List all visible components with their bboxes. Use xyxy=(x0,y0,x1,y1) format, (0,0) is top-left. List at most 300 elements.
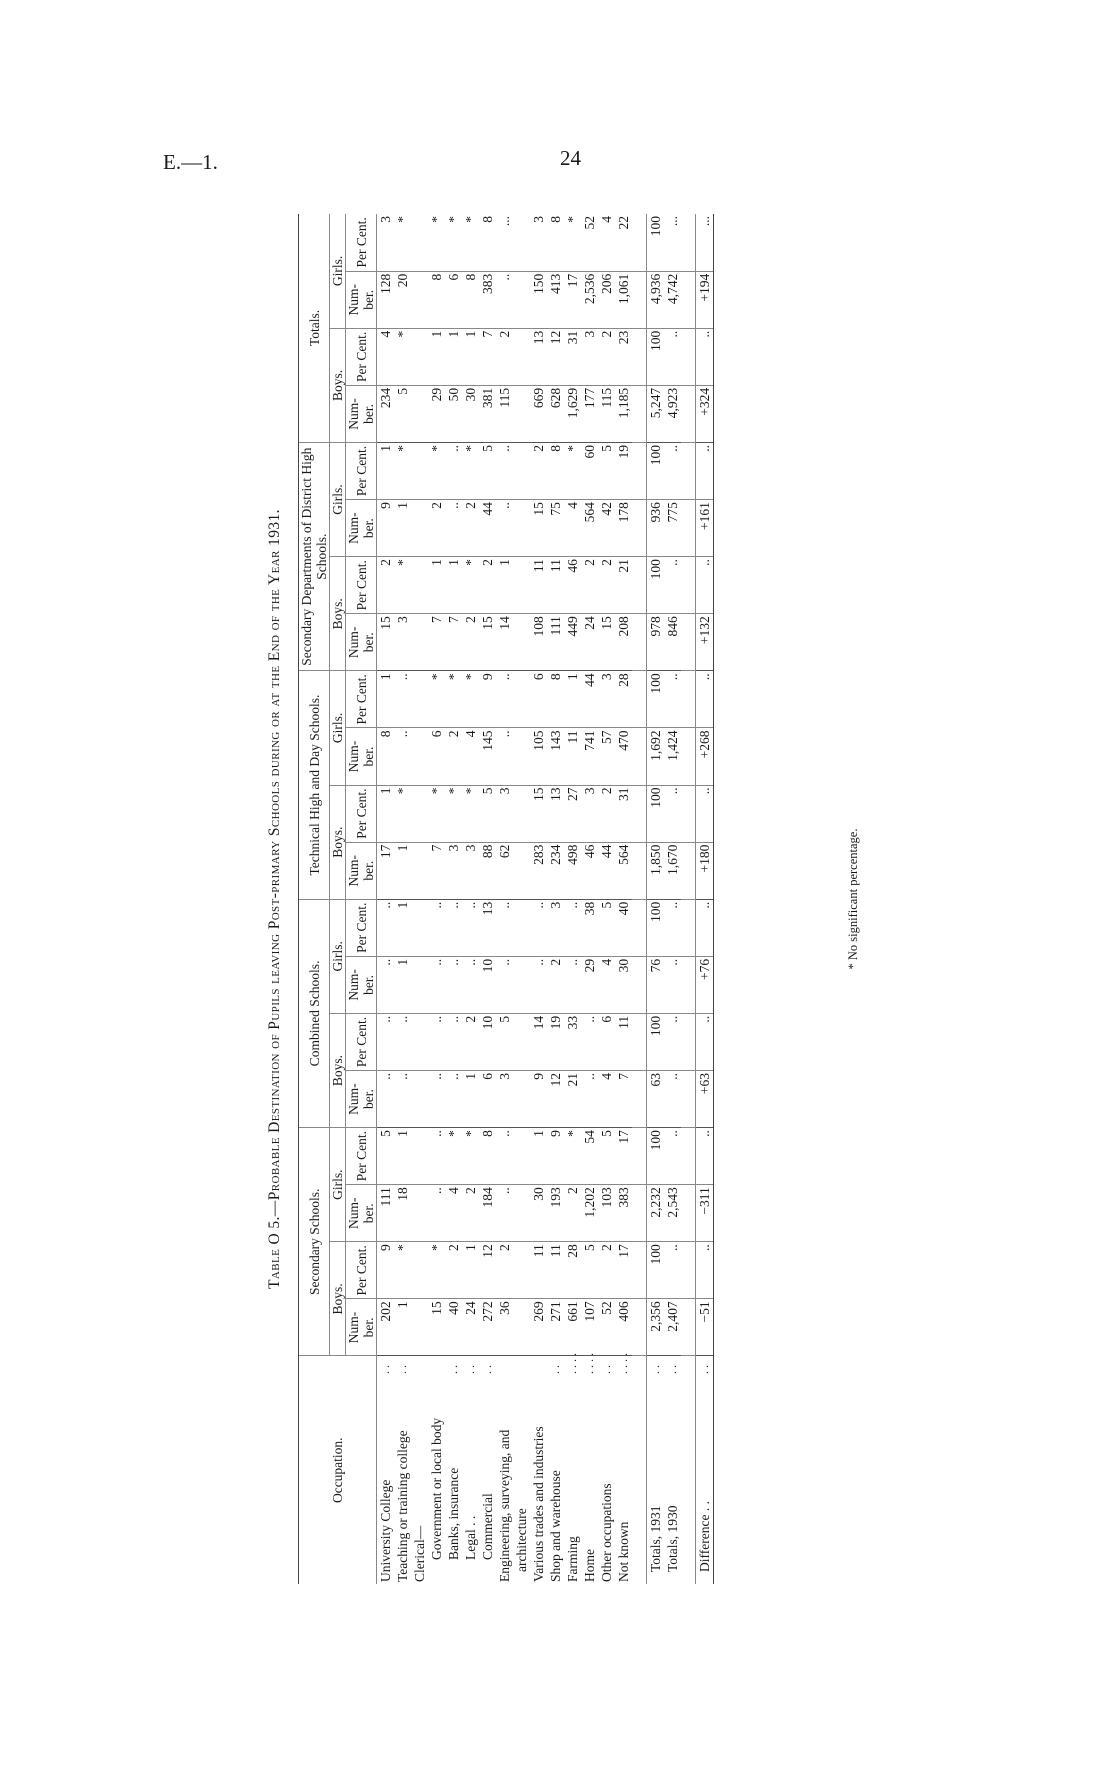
row-label: Home xyxy=(582,1549,597,1582)
table-cell: 111 xyxy=(377,1185,395,1242)
row-label: Difference . . xyxy=(696,1376,714,1584)
table-cell: 6 xyxy=(479,1071,496,1128)
table-cell: .. xyxy=(377,1071,395,1128)
table-cell: 3 xyxy=(598,671,615,728)
table-cell: 1 xyxy=(394,842,411,899)
table-cell: +180 xyxy=(696,842,714,899)
table-cell: 12 xyxy=(547,1071,564,1128)
table-cell: 28 xyxy=(615,671,632,728)
header-boys: Boys. xyxy=(330,557,346,671)
table-cell: 1,670 xyxy=(664,842,681,899)
table-cell: 846 xyxy=(664,614,681,671)
row-leader-dots: . . xyxy=(647,1356,665,1376)
table-cell: 17 xyxy=(564,271,581,328)
table-title xyxy=(266,214,284,1584)
table-cell: .. xyxy=(696,1128,714,1185)
table-cell xyxy=(411,271,428,328)
table-cell: .. xyxy=(496,271,513,328)
table-cell: .. xyxy=(696,1013,714,1070)
table-cell: 3 xyxy=(496,785,513,842)
table-cell xyxy=(411,500,428,557)
table-cell: 178 xyxy=(615,500,632,557)
table-cell: 145 xyxy=(479,728,496,785)
table-cell: 1 xyxy=(462,1071,479,1128)
table-cell: 7 xyxy=(445,614,462,671)
table-rotated-container xyxy=(266,214,876,1584)
header-occupation: Occupation. xyxy=(299,1356,377,1584)
table-cell: 11 xyxy=(530,557,547,614)
table-cell: 9 xyxy=(530,1071,547,1128)
table-cell: .. xyxy=(496,1185,513,1242)
table-cell: 8 xyxy=(428,271,445,328)
table-cell: * xyxy=(462,1128,479,1185)
table-cell: 1 xyxy=(377,785,395,842)
table-row xyxy=(530,214,547,1584)
table-cell: 42 xyxy=(598,500,615,557)
table-cell: 1,424 xyxy=(664,728,681,785)
table-cell: .. xyxy=(581,1013,598,1070)
table-cell xyxy=(513,1299,530,1356)
table-cell: 111 xyxy=(547,614,564,671)
table-cell: 1 xyxy=(496,557,513,614)
table-cell: 2 xyxy=(598,1242,615,1299)
table-cell: 88 xyxy=(479,842,496,899)
table-row xyxy=(479,214,496,1584)
table-cell: 17 xyxy=(615,1128,632,1185)
table-cell: 100 xyxy=(647,442,665,499)
table-row xyxy=(696,214,714,1584)
table-cell: 1 xyxy=(428,328,445,385)
table-cell: 4 xyxy=(598,1071,615,1128)
table-cell: 100 xyxy=(647,1242,665,1299)
table-cell xyxy=(513,214,530,271)
row-label: Shop and warehouse xyxy=(548,1470,563,1582)
table-cell: 5 xyxy=(377,1128,395,1185)
table-cell: 383 xyxy=(615,1185,632,1242)
table-cell xyxy=(513,385,530,442)
table-cell: 1 xyxy=(377,442,395,499)
table-cell: 4 xyxy=(445,1185,462,1242)
table-cell: .. xyxy=(445,1071,462,1128)
table-cell: 206 xyxy=(598,271,615,328)
table-cell: 3 xyxy=(496,1071,513,1128)
table-cell: 1 xyxy=(394,500,411,557)
table-cell: 5 xyxy=(598,442,615,499)
header-percent: Per Cent. xyxy=(346,1013,377,1070)
table-cell: +324 xyxy=(696,385,714,442)
table-cell xyxy=(513,842,530,899)
table-cell xyxy=(513,271,530,328)
table-row xyxy=(598,214,615,1584)
table-cell: .. xyxy=(496,1128,513,1185)
table-cell: .. xyxy=(394,1013,411,1070)
table-cell: * xyxy=(394,557,411,614)
table-cell: .. xyxy=(377,956,395,1013)
page-header-code: E.—1. xyxy=(163,150,218,174)
table-cell: * xyxy=(394,214,411,271)
table-cell: .. xyxy=(696,785,714,842)
row-leader-dots: . . xyxy=(548,1365,562,1374)
header-percent: Per Cent. xyxy=(346,442,377,499)
table-cell: 6 xyxy=(598,1013,615,1070)
spacer-row xyxy=(681,214,696,1584)
table-cell: 6 xyxy=(530,671,547,728)
row-leader-dots xyxy=(496,1356,513,1376)
table-row xyxy=(394,214,411,1584)
table-cell: 8 xyxy=(547,671,564,728)
table-cell: 15 xyxy=(428,1299,445,1356)
table-cell: 15 xyxy=(479,614,496,671)
table-cell xyxy=(513,557,530,614)
table-cell xyxy=(513,728,530,785)
table-cell: * xyxy=(394,785,411,842)
table-cell: 3 xyxy=(530,214,547,271)
table-cell: .. xyxy=(496,728,513,785)
table-cell: 13 xyxy=(530,328,547,385)
table-cell: .. xyxy=(664,1128,681,1185)
table-cell: 36 xyxy=(496,1299,513,1356)
table-cell: 44 xyxy=(581,671,598,728)
table-cell: .. xyxy=(377,1013,395,1070)
table-cell: 449 xyxy=(564,614,581,671)
table-cell: 4,936 xyxy=(647,271,665,328)
table-cell: 775 xyxy=(664,500,681,557)
row-label: Various trades and industries xyxy=(531,1426,546,1582)
table-cell: 1 xyxy=(394,956,411,1013)
table-cell: 2 xyxy=(547,956,564,1013)
table-cell: 669 xyxy=(530,385,547,442)
table-cell: 11 xyxy=(547,557,564,614)
row-leader-dots xyxy=(513,1356,530,1376)
table-cell: 6 xyxy=(445,271,462,328)
table-cell: 17 xyxy=(615,1242,632,1299)
table-cell xyxy=(513,899,530,956)
table-cell: 100 xyxy=(647,899,665,956)
table-cell: * xyxy=(445,1128,462,1185)
table-cell: 2 xyxy=(564,1185,581,1242)
table-cell: 9 xyxy=(377,1242,395,1299)
table-cell: 5 xyxy=(598,899,615,956)
row-label: Totals, 1930 xyxy=(665,1505,680,1572)
table-cell: 628 xyxy=(547,385,564,442)
table-cell: 8 xyxy=(547,214,564,271)
table-cell: +132 xyxy=(696,614,714,671)
row-leader-dots xyxy=(411,1356,428,1376)
table-cell: 23 xyxy=(615,328,632,385)
table-cell: 564 xyxy=(615,842,632,899)
table-cell: 100 xyxy=(647,328,665,385)
table-cell: 8 xyxy=(547,442,564,499)
table-cell: 269 xyxy=(530,1299,547,1356)
table-row xyxy=(647,214,665,1584)
table-cell: .. xyxy=(564,899,581,956)
table-cell: 10 xyxy=(479,1013,496,1070)
table-cell: 1,202 xyxy=(581,1185,598,1242)
table-cell: .. xyxy=(445,442,462,499)
table-cell: 2 xyxy=(377,557,395,614)
table-row xyxy=(547,214,564,1584)
table-cell xyxy=(411,728,428,785)
table-cell: 413 xyxy=(547,271,564,328)
table-cell: .. xyxy=(394,728,411,785)
table-row xyxy=(581,214,598,1584)
header-percent: Per Cent. xyxy=(346,557,377,614)
table-cell xyxy=(411,899,428,956)
table-cell: 108 xyxy=(530,614,547,671)
table-cell: 7 xyxy=(479,328,496,385)
table-cell xyxy=(411,842,428,899)
table-cell: 100 xyxy=(647,671,665,728)
table-cell: 9 xyxy=(479,671,496,728)
header-percent: Per Cent. xyxy=(346,214,377,271)
table-cell: 564 xyxy=(581,500,598,557)
table-cell: 4,742 xyxy=(664,271,681,328)
table-cell: .. xyxy=(664,899,681,956)
table-cell: 2 xyxy=(496,1242,513,1299)
table-cell: 978 xyxy=(647,614,665,671)
table-cell: 208 xyxy=(615,614,632,671)
table-cell: .. xyxy=(496,956,513,1013)
destination-table xyxy=(298,214,714,1584)
table-cell: * xyxy=(462,671,479,728)
table-cell: 29 xyxy=(428,385,445,442)
table-row xyxy=(615,214,632,1584)
table-cell xyxy=(411,671,428,728)
table-cell: 11 xyxy=(547,1242,564,1299)
table-cell: 28 xyxy=(564,1242,581,1299)
table-cell: 57 xyxy=(598,728,615,785)
row-label: Other occupations xyxy=(599,1483,614,1582)
table-cell: .. xyxy=(664,1242,681,1299)
table-cell: 38 xyxy=(581,899,598,956)
table-cell: .. xyxy=(530,956,547,1013)
table-footnote: * No significant percentage. xyxy=(846,828,860,970)
table-cell: 406 xyxy=(615,1299,632,1356)
table-cell: 4 xyxy=(564,500,581,557)
table-cell: * xyxy=(564,214,581,271)
table-cell: 9 xyxy=(547,1128,564,1185)
table-cell: +161 xyxy=(696,500,714,557)
table-cell: .. xyxy=(696,442,714,499)
table-cell: 30 xyxy=(462,385,479,442)
table-cell: * xyxy=(462,785,479,842)
table-cell: 12 xyxy=(547,328,564,385)
table-cell: 2,407 xyxy=(664,1299,681,1356)
table-cell: * xyxy=(394,442,411,499)
row-label: Banks, insurance xyxy=(446,1467,461,1560)
table-cell xyxy=(411,785,428,842)
table-cell: 234 xyxy=(547,842,564,899)
row-label: Teaching or training college xyxy=(395,1430,410,1582)
table-cell: .. xyxy=(394,671,411,728)
table-cell: 2 xyxy=(428,500,445,557)
header-girls: Girls. xyxy=(330,671,346,785)
table-cell xyxy=(513,1071,530,1128)
table-cell: +268 xyxy=(696,728,714,785)
table-cell: 2 xyxy=(581,557,598,614)
table-cell xyxy=(513,1128,530,1185)
table-cell: 115 xyxy=(496,385,513,442)
table-cell xyxy=(411,956,428,1013)
table-cell: 3 xyxy=(394,614,411,671)
row-leader-dots xyxy=(530,1356,547,1376)
table-cell: 13 xyxy=(479,899,496,956)
table-cell: 44 xyxy=(479,500,496,557)
table-cell: 22 xyxy=(615,214,632,271)
table-cell: 33 xyxy=(564,1013,581,1070)
spacer-row xyxy=(632,214,647,1584)
table-cell: .. xyxy=(428,1071,445,1128)
table-cell: 8 xyxy=(479,214,496,271)
table-cell: 100 xyxy=(647,557,665,614)
row-leader-dots: . . . . xyxy=(616,1353,630,1374)
table-cell: 498 xyxy=(564,842,581,899)
table-cell: 3 xyxy=(462,842,479,899)
table-cell: 2,543 xyxy=(664,1185,681,1242)
table-cell: 8 xyxy=(462,271,479,328)
table-cell: 3 xyxy=(445,842,462,899)
table-cell: * xyxy=(462,557,479,614)
table-cell: 18 xyxy=(394,1185,411,1242)
table-cell: 17 xyxy=(377,842,395,899)
header-boys: Boys. xyxy=(330,328,346,442)
table-cell: 19 xyxy=(547,1013,564,1070)
header-number: Num- ber. xyxy=(346,956,377,1013)
table-cell: .. xyxy=(696,328,714,385)
table-cell: 7 xyxy=(428,842,445,899)
table-cell: * xyxy=(462,442,479,499)
row-leader-dots xyxy=(428,1356,445,1376)
table-cell: 1,692 xyxy=(647,728,665,785)
table-cell: 3 xyxy=(547,899,564,956)
table-cell: .. xyxy=(664,328,681,385)
table-cell: 1,629 xyxy=(564,385,581,442)
table-cell: 30 xyxy=(615,956,632,1013)
table-cell: 1 xyxy=(394,1299,411,1356)
table-cell: 7 xyxy=(615,1071,632,1128)
header-number: Num- ber. xyxy=(346,1071,377,1128)
table-cell: 100 xyxy=(647,1013,665,1070)
table-cell: 5 xyxy=(394,385,411,442)
table-cell: * xyxy=(428,785,445,842)
table-cell: 381 xyxy=(479,385,496,442)
table-cell: 1 xyxy=(394,1128,411,1185)
header-percent: Per Cent. xyxy=(346,328,377,385)
table-cell: 8 xyxy=(479,1128,496,1185)
table-row xyxy=(462,214,479,1584)
header-group-combined: Combined Schools. xyxy=(299,899,330,1127)
header-boys: Boys. xyxy=(330,1242,346,1356)
table-cell: .. xyxy=(428,956,445,1013)
table-row xyxy=(496,214,513,1584)
table-cell: 741 xyxy=(581,728,598,785)
table-cell xyxy=(411,1071,428,1128)
table-cell: 19 xyxy=(615,442,632,499)
table-cell: 15 xyxy=(598,614,615,671)
table-cell xyxy=(411,557,428,614)
table-cell: 54 xyxy=(581,1128,598,1185)
table-cell: 272 xyxy=(479,1299,496,1356)
table-cell xyxy=(411,385,428,442)
table-cell xyxy=(411,1299,428,1356)
table-cell: .. xyxy=(696,1242,714,1299)
table-cell: 7 xyxy=(428,614,445,671)
table-cell: 1 xyxy=(462,328,479,385)
table-cell: 5,247 xyxy=(647,385,665,442)
row-leader-dots: . . . . xyxy=(582,1353,596,1374)
table-cell: 150 xyxy=(530,271,547,328)
table-cell: 40 xyxy=(445,1299,462,1356)
table-cell xyxy=(411,1128,428,1185)
table-cell: * xyxy=(445,671,462,728)
table-cell: 184 xyxy=(479,1185,496,1242)
table-cell: 103 xyxy=(598,1185,615,1242)
header-girls: Girls. xyxy=(330,442,346,556)
table-cell: .. xyxy=(445,899,462,956)
table-row xyxy=(428,214,445,1584)
table-cell: 14 xyxy=(530,1013,547,1070)
table-cell xyxy=(513,785,530,842)
table-cell: 3 xyxy=(581,785,598,842)
header-number: Num- ber. xyxy=(346,271,377,328)
table-cell: ... xyxy=(496,214,513,271)
table-cell: 5 xyxy=(479,785,496,842)
table-cell: 9 xyxy=(377,500,395,557)
table-cell: 3 xyxy=(377,214,395,271)
page-number: 24 xyxy=(560,146,581,170)
table-cell: * xyxy=(462,214,479,271)
row-label: Clerical— xyxy=(412,1525,427,1582)
table-row xyxy=(377,214,395,1584)
table-cell: 470 xyxy=(615,728,632,785)
table-cell: 75 xyxy=(547,500,564,557)
table-cell: 105 xyxy=(530,728,547,785)
row-label: University College xyxy=(378,1479,393,1582)
table-cell: 1 xyxy=(428,557,445,614)
table-row xyxy=(411,214,428,1584)
row-label: Not known xyxy=(616,1521,631,1582)
table-cell: 11 xyxy=(530,1242,547,1299)
table-cell: 4 xyxy=(598,214,615,271)
table-cell: 2 xyxy=(598,328,615,385)
table-cell: 5 xyxy=(479,442,496,499)
row-label: Commercial xyxy=(480,1493,495,1560)
header-boys: Boys. xyxy=(330,1013,346,1127)
table-cell: 100 xyxy=(647,1128,665,1185)
table-cell: 31 xyxy=(615,785,632,842)
table-cell: .. xyxy=(496,671,513,728)
table-cell xyxy=(513,1242,530,1299)
header-boys: Boys. xyxy=(330,785,346,899)
table-cell: 936 xyxy=(647,500,665,557)
table-cell: 52 xyxy=(581,214,598,271)
table-cell: 63 xyxy=(647,1071,665,1128)
table-cell: 44 xyxy=(598,842,615,899)
table-cell: 2,232 xyxy=(647,1185,665,1242)
table-cell: 2 xyxy=(598,785,615,842)
row-label: Government or local body xyxy=(429,1417,444,1560)
table-cell: 24 xyxy=(581,614,598,671)
table-cell: +63 xyxy=(696,1071,714,1128)
header-percent: Per Cent. xyxy=(346,1128,377,1185)
table-cell: 4 xyxy=(377,328,395,385)
table-cell: 8 xyxy=(377,728,395,785)
table-cell: 1,185 xyxy=(615,385,632,442)
table-body xyxy=(377,214,714,1584)
table-cell xyxy=(513,500,530,557)
row-label: Legal . . xyxy=(463,1515,478,1560)
table-cell: 2 xyxy=(530,442,547,499)
